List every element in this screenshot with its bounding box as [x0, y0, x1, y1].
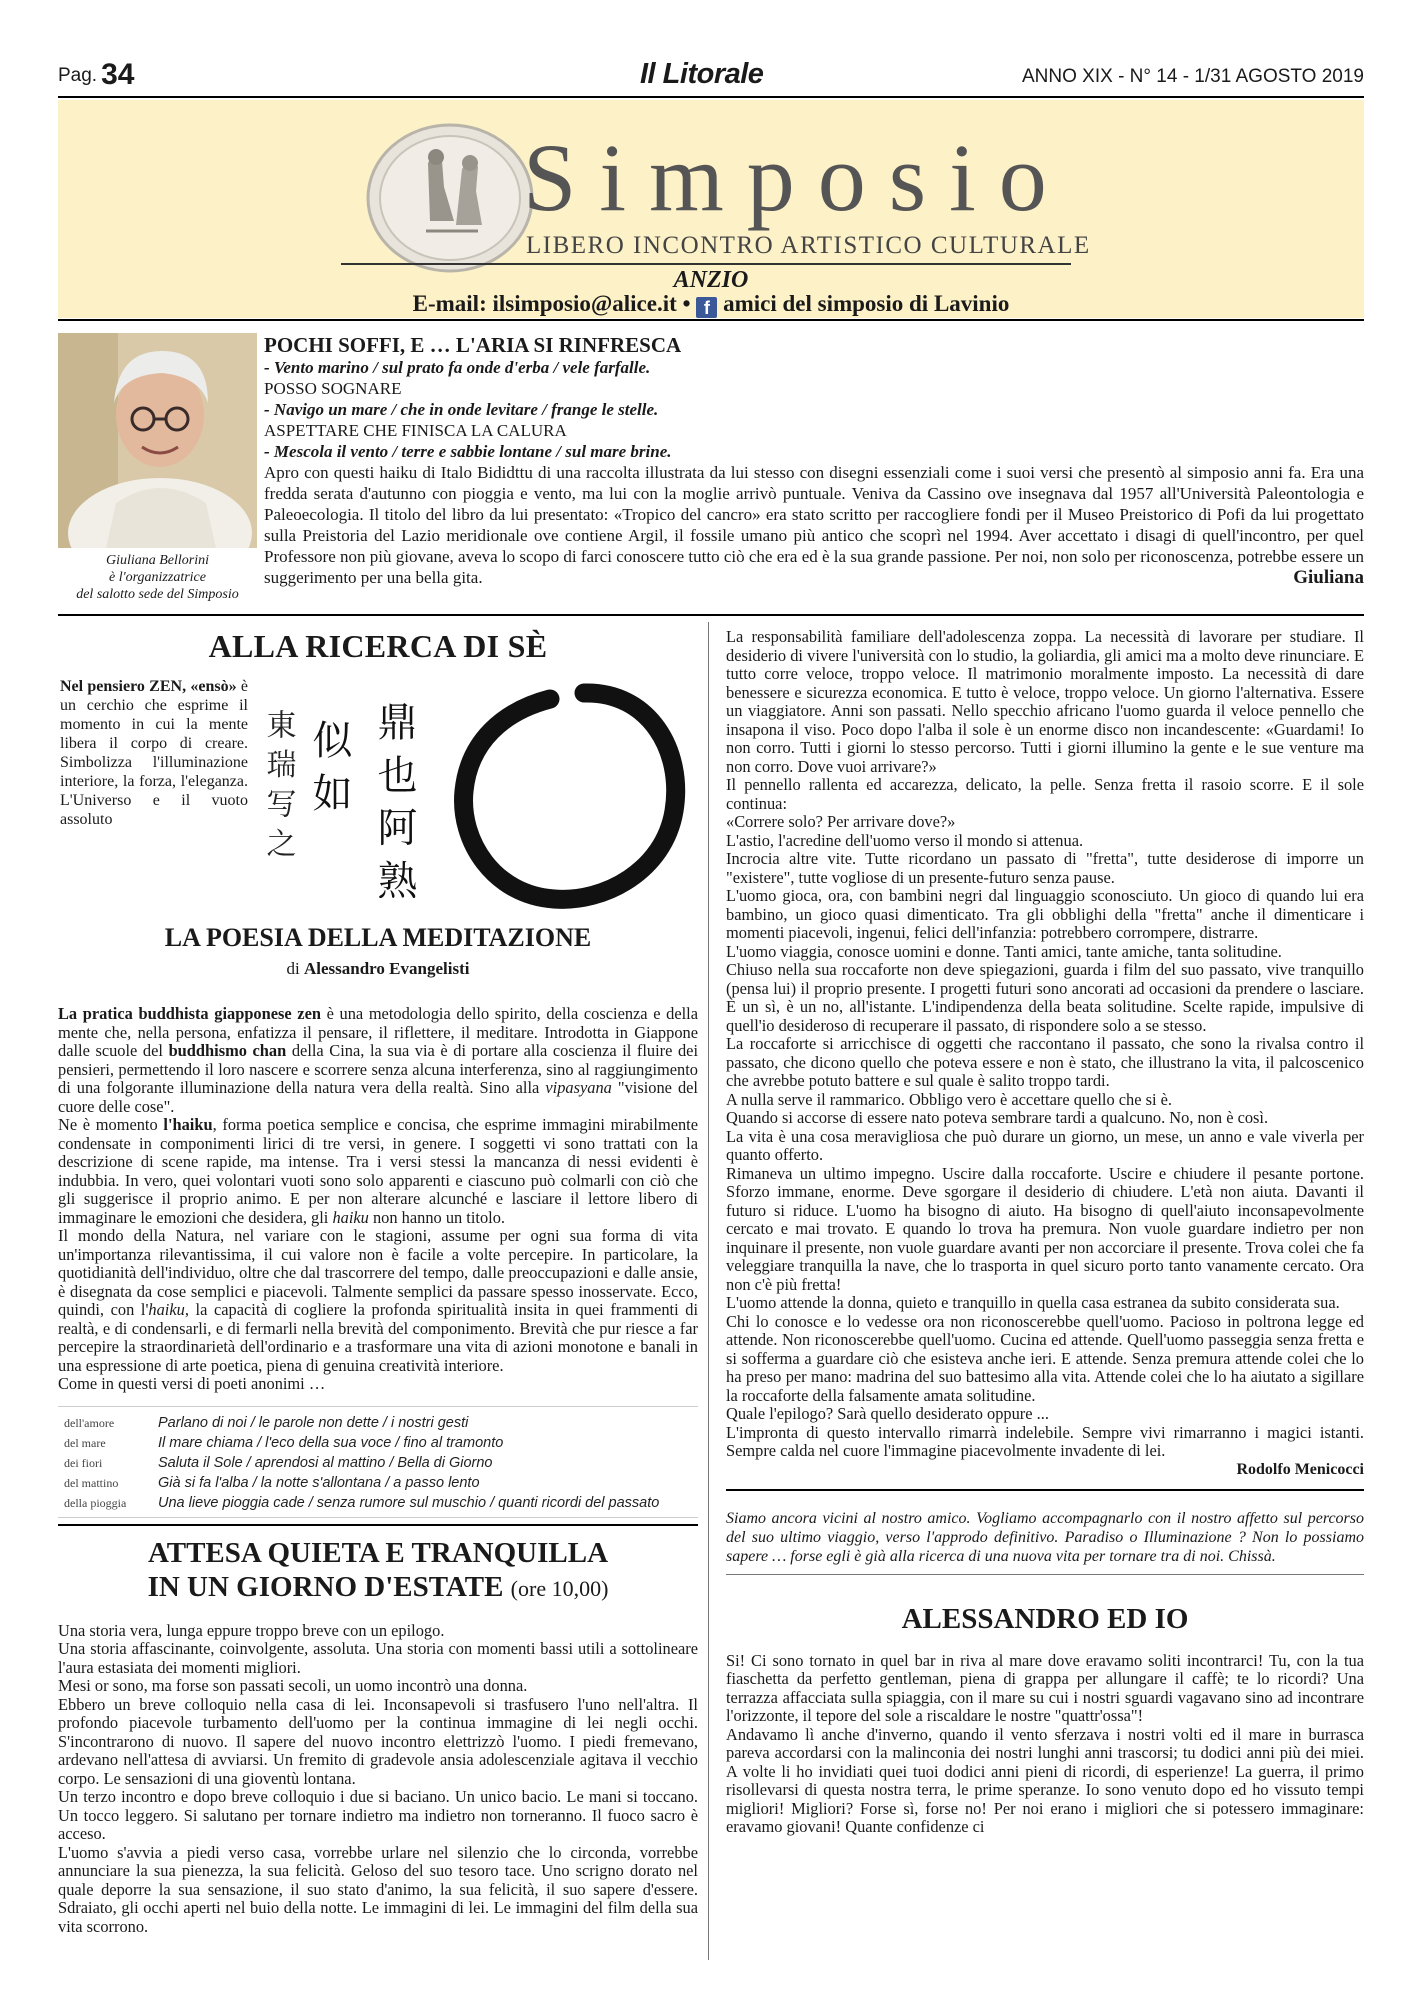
haiku-label: della pioggia: [64, 1495, 127, 1510]
editorial-bottom-rule: [58, 614, 1364, 616]
haiku-label: dei fiori: [64, 1455, 103, 1470]
right-section-rule: [726, 1489, 1364, 1491]
haiku-text: Una lieve pioggia cade / senza rumore sul muschio / quanti ricordi del passato: [158, 1494, 660, 1511]
calligraphy-column-2: 似 如: [306, 719, 352, 812]
attesa-body: [58, 1622, 698, 1937]
alessandro-body: [726, 1652, 1364, 1837]
column-divider: [708, 622, 709, 1960]
right-paragraph: «Correre solo? Per arrivare dove?»: [726, 812, 956, 831]
issue-info: ANNO XIX - N° 14 - 1/31 AGOSTO 2019: [1022, 66, 1364, 87]
attesa-paragraph: L'uomo s'avvia a piedi verso casa, vorrebbe urlare nel silenzio che lo circonda, vorrebbe annunciare la sua pienezza, la sua felicità. Geloso del suo tesoro tace. Uno scrigno dorato nel quale deporre la sua sensazione, il suo stato d'animo, la sua felicità, il suo sapere d'essere. Sdraiato, gli occhi aperti nel buio della notte. Le immagini di lei. Le immagini del film della sua vita scorrono.: [58, 1842, 698, 1936]
attesa-paragraph: Mesi or sono, ma forse son passati secoli, un uomo incontrò una donna.: [58, 1676, 528, 1695]
page-number: Pag. 34: [58, 58, 135, 91]
right-paragraph: Quando si accorse di essere nato poteva sembrare tardi a qualcuno. No, non è così.: [726, 1108, 1269, 1127]
masthead-bottom-rule: [58, 319, 1364, 321]
meditazione-byline: di Alessandro Evangelisti: [286, 959, 470, 978]
editorial-title-2: POSSO SOGNARE: [264, 379, 402, 398]
portrait-caption: Giuliana Bellorini è l'organizzatrice del salotto sede del Simposio: [76, 553, 239, 602]
zen-caption: Nel pensiero ZEN, «ensò» è un cerchio che esprime il momento in cui la mente libera il corpo di creare. Simbolizza l'illuminazione interiore, la forza, l'eleganza. L'Universo e il vuoto assoluto: [60, 678, 248, 828]
right-paragraph: Chiuso nella sua roccaforte non deve spiegazioni, guarda i film del suo passato, vive tranquillo (pensa lui) il proprio presente. I progetti futuri sono ancorati ad occasioni da prendere o lasciare. È un sì, è un no, all'istante. L'indipendenza della beata solitudine. Scelte rapide, impulsive di quell'io desideroso di recuperare il passato, di rispondere solo a se stesso.: [726, 960, 1364, 1035]
tribute-note: Siamo ancora vicini al nostro amico. Vogliamo accompagnarlo con il nostro affetto sul percorso del suo ultimo viaggio, verso l'approdo definitivo. Paradiso o Illuminazione ? Non lo possiamo sapere … forse egli è già alla ricerca di una nuova vita per tornare tra di noi. Chissà.: [726, 1509, 1364, 1565]
haiku-text: Parlano di noi / le parole non dette / i nostri gesti: [158, 1414, 469, 1431]
attesa-paragraph: Una storia affascinante, coinvolgente, assoluta. Una storia con momenti bassi utili a sottolineare l'aura estasiata dei momenti migliori.: [58, 1639, 698, 1677]
tribute-rule: [726, 1574, 1364, 1575]
calligraphy-column-1: 鼎 也 阿 熟: [371, 701, 417, 900]
masthead-rule: [341, 263, 1071, 265]
editorial-body: Apro con questi haiku di Italo Bididttu di una raccolta illustrata da lui stesso con disegni essenziali come i suoi versi che presentò al simposio anni fa. Era una fredda serata d'autunno con pioggia e vento, ma lui con la moglie arrivò puntuale. Veniva da Cassino ove insegnava dal 1957 all'Università Paleontologia e Paleoecologia. Il titolo del libro da lui presentato: «Tropico del cancro» era stato scritto per raccogliere fondi per il Museo Preistorico di Pofi da lui progettato sulla Preistoria del Lazio meridionale ove contiene Argil, il fossile umano più antico che scoprì nel 1994. Aver accettato i disagi di quell'incontro, per quel Professore non più giovane, aveva lo scopo di farci conoscere tutto ciò che era ed è la sua grande passione. Per noi, non solo per riconoscenza, potrebbe essere un suggerimento per una bella gita.: [264, 463, 1364, 587]
right-paragraph: La responsabilità familiare dell'adolescenza zoppa. La necessità di lavorare per studiare. Il desiderio di vivere l'università con lo studio, la goliardia, gli amici ma a molto deve rinunciare. E tutto corre veloce, troppo veloce. Il matrimonio moralmente imposto. La necessità di dare benessere e sicurezza economica. E tutto è veloce, troppo veloce. Un giorno l'alternativa. Essere un viaggiatore. Anni son passati. Nello specchio africano l'uomo guarda il veloce pennello che insapona il viso. Poco dopo l'alba il sole è un enorme disco non incandescente: «Guardami! Io non corro. Tutti i giorni lo stesso percorso. Tutti i giorni illumino la gente e le sue venture ma non corro. Dove vuoi arrivare?»: [726, 627, 1364, 776]
enso-calligraphy: [254, 671, 694, 911]
calligraphy-column-3: 東 瑞 写 之: [260, 709, 296, 858]
attesa-continued-body: [726, 628, 1364, 1461]
editorial-article: [264, 333, 1364, 588]
haiku-row: [58, 1453, 698, 1473]
meditazione-paragraph: Come in questi versi di poeti anonimi …: [58, 1374, 326, 1393]
left-column: [58, 628, 698, 1936]
right-paragraph: L'uomo attende la donna, quieto e tranquillo in quella casa estranea da subito considerata sua.: [726, 1293, 1340, 1312]
haiku-text: Già si fa l'alba / la notte s'allontana / a passo lento: [158, 1474, 480, 1491]
attesa-paragraph: Un terzo incontro e dopo breve colloquio i due si baciano. Un unico bacio. Le mani si toccano. Un tocco leggero. Si salutano per tornare indietro ma indietro non torneranno. Il fuoco sacro è acceso.: [58, 1787, 698, 1843]
facebook-icon: f: [696, 297, 717, 318]
meditazione-title: LA POESIA DELLA MEDITAZIONE: [164, 923, 592, 952]
right-paragraph: L'uomo gioca, ora, con bambini negri dal linguaggio sconosciuto. Un gioco di quando lui era bambino, un gioco quasi dimenticato. Tra gli obblighi della "fretta" anche il dimenticare i momenti piacevoli, ingenui, felici dell'infanzia: potrebbero corrompere, distrarre.: [726, 886, 1364, 942]
masthead-city: ANZIO: [673, 267, 749, 293]
right-paragraph: A nulla serve il rammarico. Obbligo vero è accettare quello che si è.: [726, 1089, 1173, 1109]
editorial-haiku-2: - Navigo un mare / che in onde levitare / frange le stelle.: [264, 400, 659, 419]
haiku-row: [58, 1433, 698, 1453]
simposio-masthead: [58, 100, 1364, 318]
right-paragraph: Incrocia altre vite. Tutte ricordano un passato di "fretta", tutte desiderose di imporre un "existere", tutte vogliose di un presente-futuro senza pause.: [726, 849, 1364, 887]
facebook-label: amici del simposio di Lavinio: [723, 291, 1010, 316]
alessandro-paragraph: Andavamo lì anche d'inverno, quando il vento sferzava i nostri volti ed il mare in burrasca pareva accordarsi con la malinconia dei nostri lunghi anni trascorsi; tu dodici anni più dei miei. A volte li ho invidiati quei tuoi dodici anni pieni di ricordi, di esperienze! La guerra, il primo risollevarsi di questa nostra terra, le prime speranze. Io sono venuto dopo ed ho vissuto tempi migliori! Migliori? Forse sì, forse no! Per noi erano i migliori che si potessero immaginare: eravamo giovani! Quante confidenze ci: [726, 1724, 1364, 1836]
running-head: [58, 58, 1364, 94]
greek-vase-logo: [366, 123, 534, 273]
newspaper-name: Il Litorale: [640, 58, 764, 90]
top-rule: [58, 96, 1364, 98]
portrait-photo: [58, 333, 257, 548]
haiku-label: del mare: [64, 1435, 106, 1450]
haiku-row: [58, 1473, 698, 1493]
haiku-text: Il mare chiama / l'eco della sua voce / fino al tramonto: [158, 1434, 504, 1451]
ricerca-title: ALLA RICERCA DI SÈ: [208, 628, 548, 664]
zen-block: [58, 677, 698, 915]
meditazione-paragraph: Il mondo della Natura, nel variare con le stagioni, assume per ogni sua forma di vita un'importanza rilevantissima, il cui valore non è facile a volte percepire. In particolare, la quotidianità dell'individuo, oltre che dal trascorrere del tempo, dalle preoccupazioni e dalle ansie, è disegnata da cose semplici e piacevoli. Talmente semplici da passare spesso inosservate. Ecco, quindi, con l'haiku, la capacità di cogliere la profonda spiritualità insita in quei frammenti di realtà, e di condensarli, e di fermarli nella brevità del componimento. Brevità che pur riesce a far percepire la straordinarietà dell'ordinario e a trasformare una vita di azioni monotone e banali in una espressione di arte poetica, piena di genuina creatività interiore.: [58, 1226, 698, 1375]
right-paragraph: L'impronta di questo intervallo rimarrà indelebile. Sempre vivi rimarranno i magici istanti. Sempre calda nel cuore l'immagine piacevolmente invadente di lei.: [726, 1422, 1364, 1460]
attesa-title: ATTESA QUIETA E TRANQUILLA IN UN GIORNO D'ESTATE (ore 10,00): [147, 1536, 609, 1603]
haiku-label: del mattino: [64, 1475, 119, 1490]
masthead-subtitle: LIBERO INCONTRO ARTISTICO CULTURALE: [526, 232, 1091, 259]
email-text: E-mail: ilsimposio@alice.it •: [412, 291, 691, 316]
alessandro-paragraph: Si! Ci sono tornato in quel bar in riva al mare dove eravamo soliti incontrarci! Tu, con la tua fiaschetta da perfetto gentleman, piena di grappa per allungare il caffè; te lo ricordi? Una terrazza affacciata sulla spiaggia, con il mare su cui i nostri sguardi vagavano sino ad incontrare l'orizzonte, il tepore del sole a riscaldare le nostre "quattr'ossa"!: [726, 1650, 1364, 1725]
attesa-signature: Rodolfo Menicocci: [1236, 1460, 1364, 1478]
editorial-haiku-3: - Mescola il vento / terre e sabbie lontane / sul mare brine.: [264, 442, 672, 461]
right-column: [726, 628, 1364, 1837]
right-paragraph: La roccaforte si arricchisce di oggetti che raccontano il passato, che sono la rivalsa contro il passato, che dicono quello che poteva essere e non è stato, che illustrano la vita, il palcoscenico che avrebbe potuto battere e sul quale è salito troppo tardi.: [726, 1034, 1364, 1090]
right-paragraph: Rimaneva un ultimo impegno. Uscire dalla roccaforte. Uscire e chiudere il pesante portone. Sforzo immane, enorme. Deve sgorgare il desiderio di chiudere. L'età non aiuta. Davanti il futuro si riduce. L'uomo ha bisogno di aiuto. Ha bisogno di quell'aiuto inconsapevolmente cercato e mai trovato. E quando lo trova ha premura. Non vuole guardare indietro per non inquinare il presente, non vuole guardare avanti per non accorciare il presente. Trova colei che fa veleggiare tranquilla la nave, che lo trasporta in quel sicuro porto tanto vanamente cercato. Ora non c'è più fretta!: [726, 1163, 1364, 1294]
right-paragraph: L'uomo viaggia, conosce uomini e donne. Tanti amici, tante amiche, tanta solitudine.: [726, 941, 1282, 961]
attesa-paragraph: Una storia vera, lunga eppure troppo breve con un epilogo.: [58, 1620, 445, 1640]
editorial-headline: POCHI SOFFI, E … L'ARIA SI RINFRESCA: [264, 333, 682, 357]
haiku-row: [58, 1413, 698, 1433]
editorial-haiku-1: - Vento marino / sul prato fa onde d'erba / vele farfalle.: [264, 358, 651, 377]
alessandro-title: ALESSANDRO ED IO: [901, 1602, 1189, 1635]
masthead-contact: [58, 291, 1364, 318]
right-paragraph: Chi lo conosce e lo vedesse ora non riconoscerebbe quell'uomo. Pacioso in poltrona legge ed attende. Non riconoscerebbe quell'uomo. Cucina ed attende. Quell'uomo passeggia senza fretta e si sofferma a guardare ciò che esisteva anche ieri. E attende. Senza premura attende colei che lo ha preso per mano: madrina del suo battesimo alla vita. Attende colei che lo ha aiutato a sigillare la roccaforte della falsamente amata solitudine.: [726, 1311, 1364, 1405]
meditazione-body: [58, 1005, 698, 1394]
right-paragraph: L'astio, l'acredine dell'uomo verso il mondo si attenua.: [726, 830, 1084, 850]
haiku-label: dell'amore: [64, 1415, 115, 1430]
meditazione-paragraph: Ne è momento l'haiku, forma poetica semplice e concisa, che esprime immagini mirabilmente condensate in componimenti lirici di tre versi, in genere. I soggetti vi sono trattati con la descrizione di scene rapide, ma intense. Tra i versi stessi la mancanza di nessi evidenti è indubbia. In vero, quei volontari vuoti sono solo apparenti e ciascuno può colmarli con ciò che gli suggerisce il proprio animo. E per non alterare alcunché e lasciare il lettore libero di immaginare le emozioni che desidera, gli haiku non hanno un titolo.: [58, 1115, 698, 1227]
editorial-signature: Giuliana: [1293, 567, 1364, 588]
masthead-title: Simposio: [523, 124, 1070, 231]
haiku-table: [58, 1406, 698, 1518]
haiku-row: [58, 1493, 698, 1513]
meditazione-paragraph: La pratica buddhista giapponese zen è una metodologia dello spirito, della coscienza e della mente che, nella persona, enfatizza il pensare, il riflettere, il meditare. Introdotta in Giappone dalle scuole del buddhismo chan della Cina, la sua via è di portare alla coscienza il fluire dei pensieri, permettendo il loro nascere e scorrere senza alcuna interferenza, sino al raggiungimento di una folgorante illuminazione della natura vera della realtà. Sino alla vipasyana "visione del cuore delle cose".: [58, 1004, 699, 1116]
right-paragraph: Il pennello rallenta ed accarezza, delicato, la pelle. Senza fretta il rasoio scorre. E il sole continua:: [726, 775, 1364, 813]
editorial-title-3: ASPETTARE CHE FINISCA LA CALURA: [264, 421, 567, 440]
right-paragraph: Quale l'epilogo? Sarà quello desiderato oppure ...: [726, 1404, 1049, 1423]
right-paragraph: La vita è una cosa meravigliosa che può durare un giorno, un mese, un anno e vale viverla per quanto offerto.: [726, 1126, 1364, 1164]
attesa-paragraph: Ebbero un breve colloquio nella casa di lei. Inconsapevoli si trasfusero l'uno nell'altra. Il profondo piacevole turbamento dell'uomo per la continua immagine di lei negli occhi. S'incontrarono di nuovo. Il sapere del nuovo incontro elettrizzò l'uomo. I piedi fremevano, ardevano nell'attesa di avviarsi. Un fremito di gradevole ansia adolescenziale agitava il vecchio corpo. Le sensazioni di una gioventù lontana.: [58, 1694, 698, 1788]
left-section-rule: [58, 1524, 698, 1526]
haiku-text: Saluta il Sole / aprendosi al mattino / Bella di Giorno: [158, 1454, 493, 1471]
